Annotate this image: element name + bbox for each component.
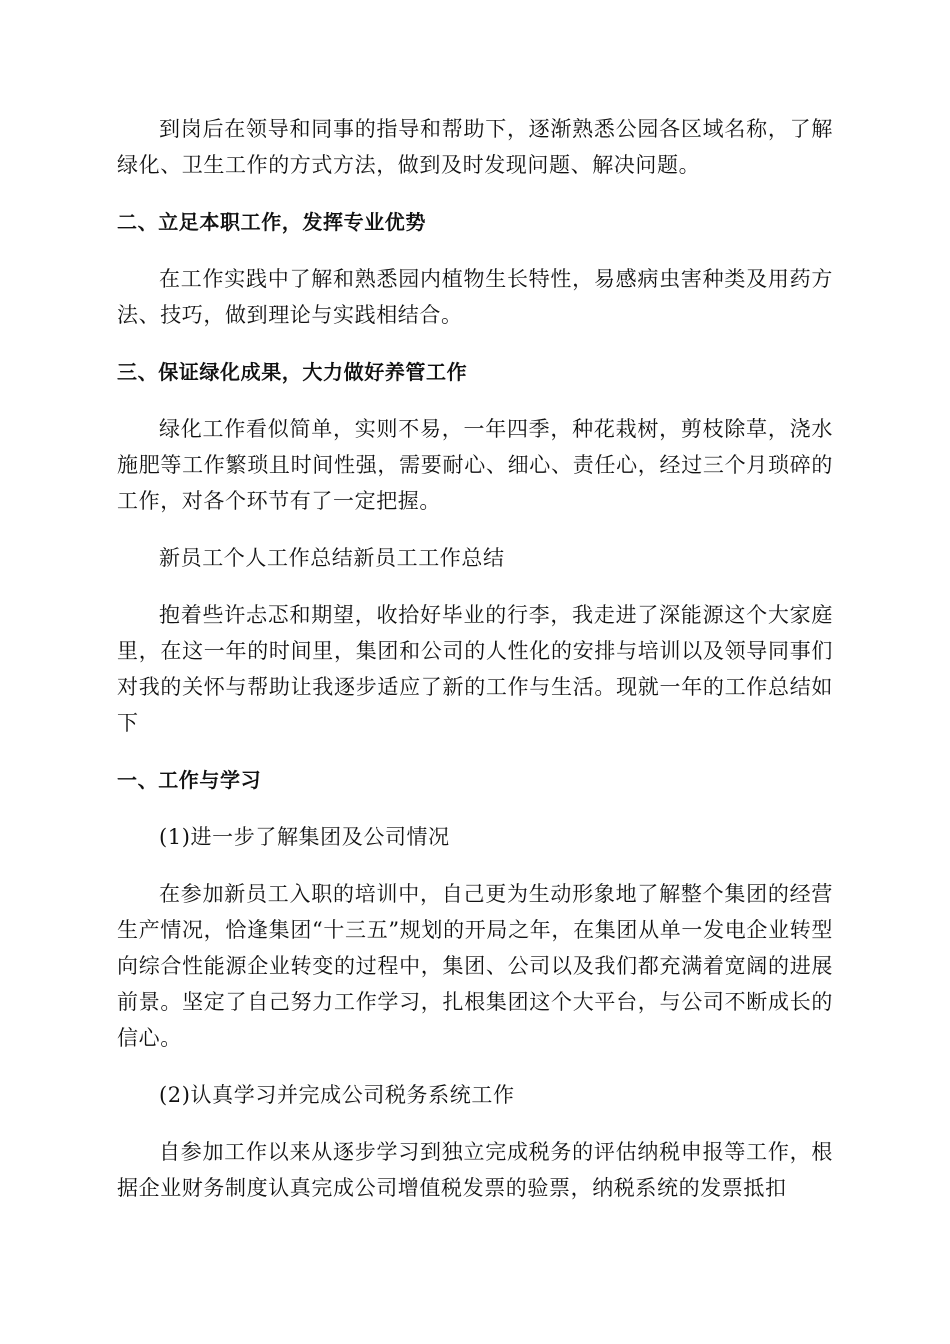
heading-section-1: 一、工作与学习 xyxy=(117,768,262,792)
document-subtitle: 新员工个人工作总结新员工工作总结 xyxy=(159,546,505,570)
paragraph-practice: 在工作实践中了解和熟悉园内植物生长特性，易感病虫害种类及用药方法、技巧，做到理论与实践相结合。 xyxy=(117,267,833,327)
document-page xyxy=(117,111,833,1227)
paragraph-arrival: 到岗后在领导和同事的指导和帮助下，逐渐熟悉公园各区域名称，了解绿化、卫生工作的方式方法，做到及时发现问题、解决问题。 xyxy=(117,117,833,177)
heading-section-2: 二、立足本职工作，发挥专业优势 xyxy=(117,210,426,234)
heading-section-3: 三、保证绿化成果，大力做好养管工作 xyxy=(117,360,468,384)
paragraph-training: 在参加新员工入职的培训中，自己更为生动形象地了解整个集团的经营生产情况，恰逢集团“十三五”规划的开局之年，在集团从单一发电企业转型向综合性能源企业转变的过程中，集团、公司以及我们都充满着宽阔的进展前景。坚定了自己努力工作学习，扎根集团这个大平台，与公司不断成长的信心。 xyxy=(117,882,833,1050)
paragraph-tax: 自参加工作以来从逐步学习到独立完成税务的评估纳税申报等工作，根据企业财务制度认真完成公司增值税发票的验票，纳税系统的发票抵扣 xyxy=(117,1140,833,1200)
subheading-1: (1)进一步了解集团及公司情况 xyxy=(159,825,450,849)
subheading-2: (2)认真学习并完成公司税务系统工作 xyxy=(159,1083,515,1107)
paragraph-greening: 绿化工作看似简单，实则不易，一年四季，种花栽树，剪枝除草，浇水施肥等工作繁琐且时间性强，需要耐心、细心、责任心，经过三个月琐碎的工作，对各个环节有了一定把握。 xyxy=(117,417,833,513)
paragraph-intro: 抱着些许忐忑和期望，收拾好毕业的行李，我走进了深能源这个大家庭里，在这一年的时间里，集团和公司的人性化的安排与培训以及领导同事们对我的关怀与帮助让我逐步适应了新的工作与生活。现就一年的工作总结如下 xyxy=(117,603,833,735)
